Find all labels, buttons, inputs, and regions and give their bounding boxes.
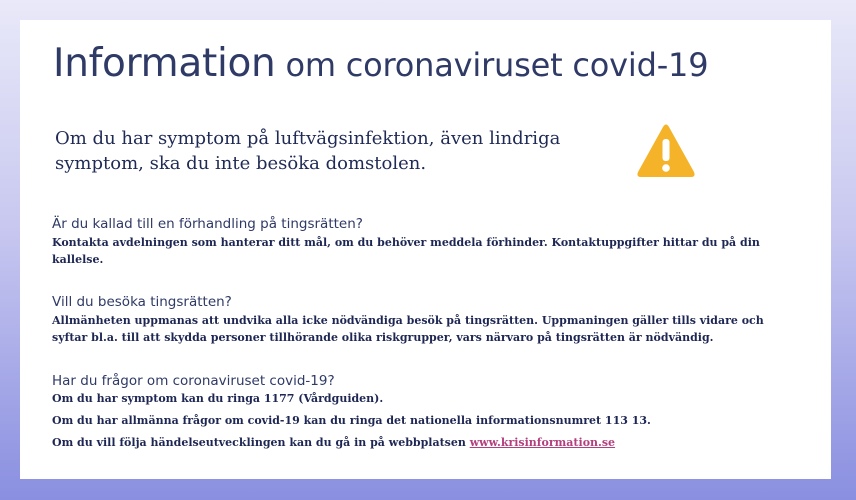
section-body-hearing: Kontakta avdelningen som hanterar ditt mål, om du behöver meddela förhinder. Kontaktuppgifter hittar du på din kallelse.	[52, 236, 760, 266]
section-heading-visit: Vill du besöka tingsrätten?	[52, 294, 232, 310]
warning-triangle-icon	[636, 123, 696, 179]
title-part-2: om coronaviruset covid-19	[275, 46, 709, 84]
section-heading-questions: Har du frågor om coronaviruset covid-19?	[52, 373, 335, 389]
questions-line-general: Om du har allmänna frågor om covid-19 kan du ringa det nationella informationsnumret 113 13.	[52, 414, 651, 427]
krisinformation-link[interactable]: www.krisinformation.se	[469, 436, 616, 449]
page-title	[53, 41, 709, 86]
info-card	[20, 20, 831, 479]
section-heading-hearing: Är du kallad till en förhandling på tingsrätten?	[52, 216, 363, 232]
section-body-visit: Allmänheten uppmanas att undvika alla icke nödvändiga besök på tingsrätten. Uppmaningen gäller tills vidare och syftar bl.a. till att skydda personer tillhörande olika riskgrupper, vars närvaro på tingsrätten är nödvändig.	[52, 314, 764, 344]
questions-line-follow	[52, 434, 782, 451]
warning-message: Om du har symptom på luftvägsinfektion, även lindriga symptom, ska du inte besöka domstolen.	[55, 128, 561, 174]
section-visit	[52, 293, 782, 346]
title-part-1: Information	[53, 41, 276, 86]
section-hearing	[52, 215, 782, 268]
section-questions	[52, 372, 782, 451]
questions-line-follow-text: Om du vill följa händelseutvecklingen kan du gå in på webbplatsen	[52, 436, 470, 449]
questions-line-symptoms: Om du har symptom kan du ringa 1177 (Vårdguiden).	[52, 392, 384, 405]
